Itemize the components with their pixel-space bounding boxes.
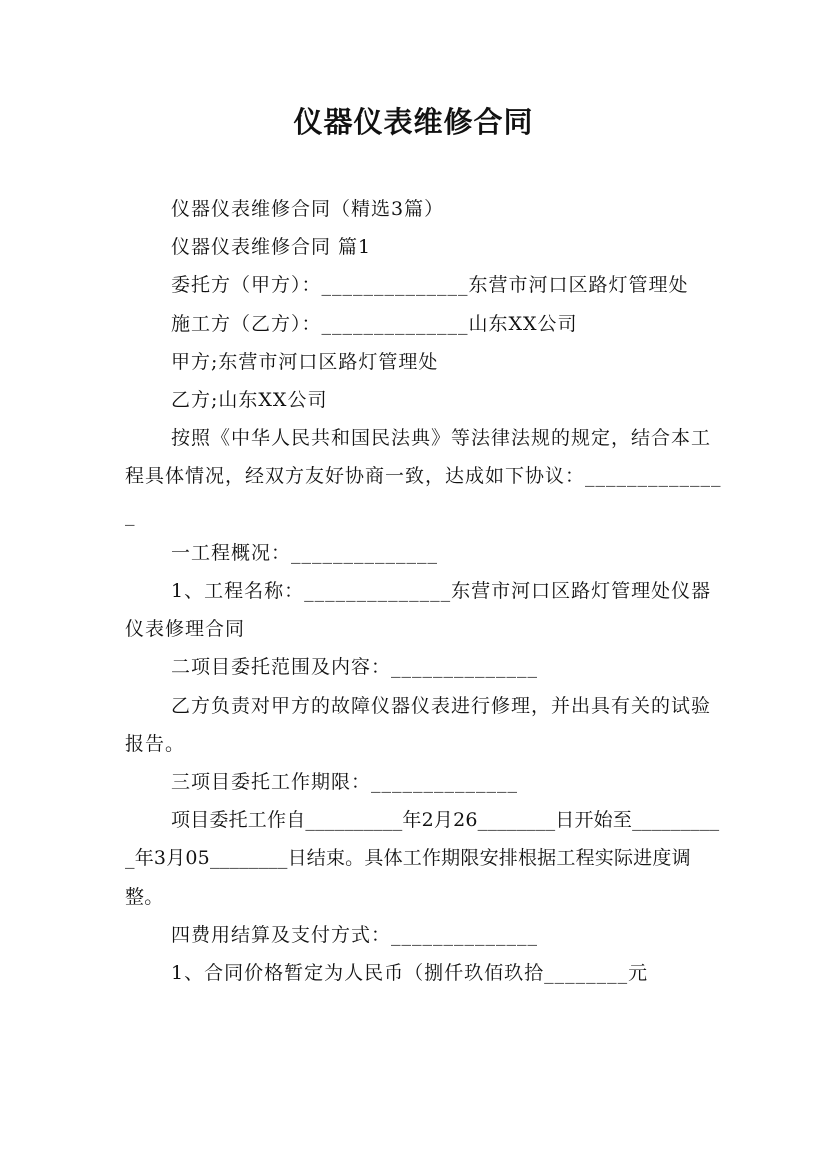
paragraph-period-content: 项目委托工作自__________年2月26________日开始至__________年3月05________日结束。具体工作期限安排根据工程实际进度调整。 <box>125 809 720 908</box>
paragraph-period-heading: 三项目委托工作期限：______________ <box>171 771 519 794</box>
paragraph-project-overview: 一工程概况：______________ <box>171 541 439 564</box>
paragraph-agreement-basis: 按照《中华人民共和国民法典》等法律法规的规定，结合本工程具体情况，经双方友好协商一致，达成如下协议：______________ <box>125 427 722 526</box>
paragraph-party-a: 甲方;东营市河口区路灯管理处 <box>171 350 439 373</box>
paragraph-project-name: 1、工程名称：______________东营市河口区路灯管理处仪器仪表修理合同 <box>125 580 712 641</box>
paragraph-client: 委托方（甲方）：______________东营市河口区路灯管理处 <box>171 274 689 297</box>
paragraph-scope-heading: 二项目委托范围及内容：______________ <box>171 656 539 679</box>
paragraph-contract-price: 1、合同价格暂定为人民币（捌仟玖佰玖拾________元 <box>171 962 649 985</box>
document-title: 仪器仪表维修合同 <box>293 105 534 139</box>
paragraph-scope-content: 乙方负责对甲方的故障仪器仪表进行修理，并出具有关的试验报告。 <box>125 694 712 755</box>
paragraph-payment-heading: 四费用结算及支付方式：______________ <box>171 923 539 946</box>
document-body <box>125 190 725 992</box>
paragraph-party-b: 乙方;山东XX公司 <box>171 389 328 412</box>
paragraph-section-heading: 仪器仪表维修合同 篇1 <box>171 236 372 259</box>
paragraph-contractor: 施工方（乙方）：______________山东XX公司 <box>171 312 578 335</box>
paragraph-subtitle: 仪器仪表维修合同（精选3篇） <box>171 198 445 220</box>
